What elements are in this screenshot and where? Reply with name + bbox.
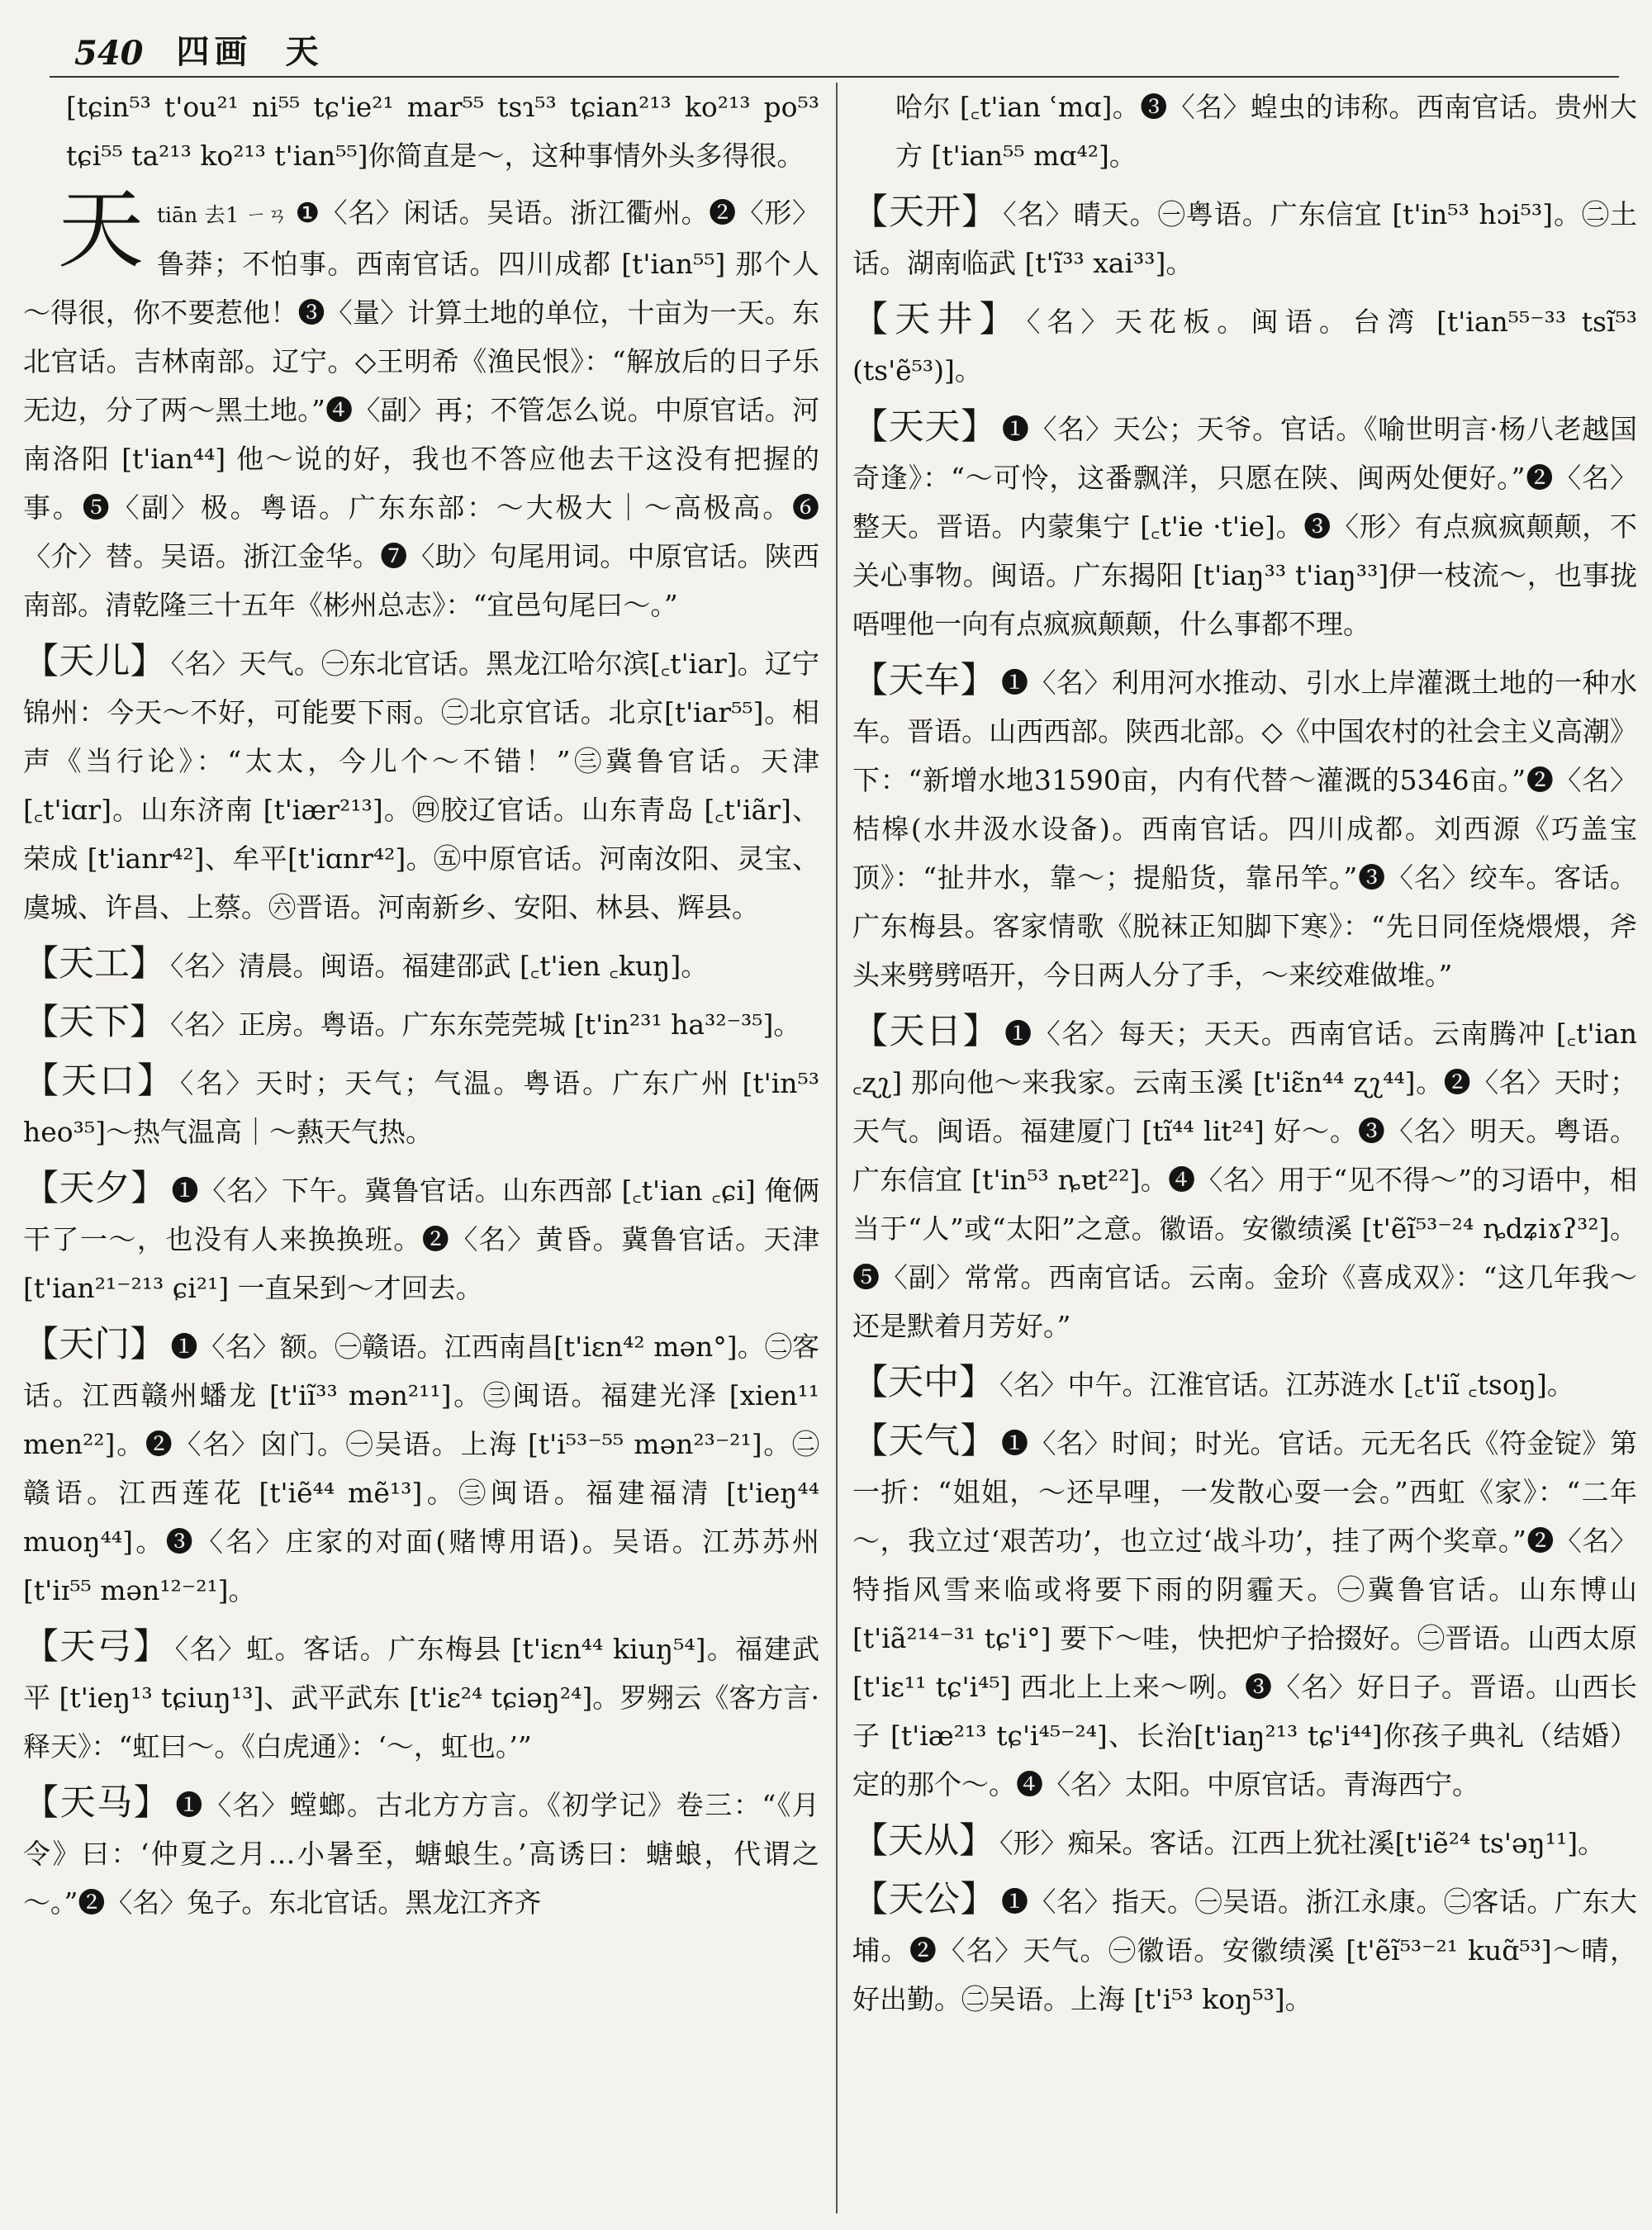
entry-text: 〈名〉中午。江淮官话。江苏涟水 [꜀t'iĩ ꜀tsoŋ]。 [999,1369,1574,1401]
entry-headword: 【天工】 [23,943,165,985]
dictionary-entry [852,1359,1637,1409]
entry-headword: 【天气】 [852,1421,996,1462]
dictionary-entry [23,940,819,990]
entry-text: 〈名〉虹。客话。广东梅县 [t'iɛn⁴⁴ kiuŋ⁵⁴]。福建武平 [t'ieŋ¹³ tɕiuŋ¹³]、武平武东 [t'iɛ²⁴ tɕiəŋ²⁴]。罗翙云《客方言·释天》：“虹曰～。《白虎通》：‘～，虹也。’” [23,1633,819,1763]
dictionary-entry [23,638,819,932]
entry-headword: 【天公】 [852,1879,996,1920]
dictionary-entry [852,296,1637,395]
entry-text: 〈名〉晴天。㊀粤语。广东信宜 [t'in⁵³ hɔi⁵³]。㊁土话。湖南临武 [t'ĩ³³ xai³³]。 [852,198,1637,279]
header-rule [50,76,1619,78]
entry-text: ❶〈名〉螳螂。古北方方言。《初学记》卷三：“《月令》曰：‘仲夏之月…小暑至，螗蜋生。’高诱曰：螗蜋，代谓之～。”❷〈名〉兔子。东北官话。黑龙江齐齐 [23,1789,819,1919]
dictionary-entry [23,999,819,1049]
entry-text: ❶〈名〉额。㊀赣语。江西南昌[t'iɛn⁴² mən°]。㊁客话。江西赣州蟠龙 [t'iĩ³³ mən²¹¹]。㊂闽语。福建光泽 [xien¹¹ men²²]。❷〈名〉囟门。㊀吴语。上海 [t'i⁵³⁻⁵⁵ mən²³⁻²¹]。㊁赣语。江西莲花 [t'iẽ⁴⁴ mẽ¹³]。㊂闽语。福建福清 [t'ieŋ⁴⁴ muoŋ⁴⁴]。❸〈名〉庄家的对面(赌博用语)。吴语。江苏苏州[t'iɪ⁵⁵ mən¹²⁻²¹]。 [23,1331,819,1606]
dictionary-entry [23,179,819,629]
entry-text: 〈名〉清晨。闽语。福建邵武 [꜀t'ien ꜀kuŋ]。 [170,950,709,982]
page-number: 540 [74,34,144,73]
entry-headword: 【天车】 [852,660,996,701]
entry-text: 〈名〉天花板。闽语。台湾 [t'ian⁵⁵⁻³³ tsĩ⁵³ (ts'ẽ⁵³)]。 [852,306,1637,387]
entry-headword: 【天夕】 [23,1168,167,1209]
entry-headword: 【天马】 [23,1782,171,1824]
entry-text: [tɕin⁵³ t'ou²¹ ni⁵⁵ tɕ'ie²¹ mar⁵⁵ tsɿ⁵³ tɕian²¹³ ko²¹³ po⁵³ tɕi⁵⁵ ta²¹³ ko²¹³ t'ian⁵⁵]你简直是～，这种事情外头多得很。 [66,91,819,172]
entry-text: ❶〈名〉时间；时光。官话。元无名氏《符金锭》第一折：“姐姐，～还早哩，一发散心耍一会。”西虹《家》：“二年～，我立过‘艰苦功’，也立过‘战斗功’，挂了两个奖章。”❷〈名〉特指风雪来临或将要下雨的阴霾天。㊀冀鲁官话。山东博山 [t'iã²¹⁴⁻³¹ tɕ'i°] 要下～哇，快把炉子拾掇好。㊁晋语。山西太原 [t'iɛ¹¹ tɕ'i⁴⁵] 西北上上来～咧。❸〈名〉好日子。晋语。山西长子 [t'iæ²¹³ tɕ'i⁴⁵⁻²⁴]、长治[t'iaŋ²¹³ tɕ'i⁴⁴]你孩子典礼（结婚）定的那个～。❹〈名〉太阳。中原官话。青海西宁。 [852,1427,1637,1801]
entry-headword: 【天口】 [23,1060,175,1102]
left-column [23,83,819,2222]
entry-headword: 【天儿】 [23,641,166,682]
dictionary-entry [23,1779,819,1927]
headword-pronunciation: tiān 去1 ㄧㄢ [157,203,296,227]
entry-headword: 【天下】 [23,1002,165,1043]
entry-headword: 【天天】 [852,406,997,448]
dictionary-entry [23,1623,819,1771]
entry-text: 〈形〉痴呆。客话。江西上犹社溪[t'iẽ²⁴ ts'əŋ¹¹]。 [999,1827,1606,1859]
entry-text: ❶〈名〉每天；天天。西南官话。云南腾冲 [꜀t'ian ꜀ʐʅ] 那向他～来我家。云南玉溪 [t'iɛ̃n⁴⁴ ʐʅ⁴⁴]。❷〈名〉天时；天气。闽语。福建厦门 [tĩ⁴⁴ lit²⁴] 好～。❸〈名〉明天。粤语。广东信宜 [t'in⁵³ ȵɐt²²]。❹〈名〉用于“见不得～”的习语中，相当于“人”或“太阳”之意。徽语。安徽绩溪 [t'ẽĩ⁵³⁻²⁴ ȵdʑiɤʔ³²]。❺〈副〉常常。西南官话。云南。金玠《喜成双》：“这几年我～还是默着月芳好。” [852,1018,1637,1342]
entry-text: ❶〈名〉闲话。吴语。浙江衢州。❷〈形〉鲁莽；不怕事。西南官话。四川成都 [t'ian⁵⁵] 那个人～得很，你不要惹他！❸〈量〉计算土地的单位，十亩为一天。东北官话。吉林南部。辽宁。◇王明希《渔民恨》：“解放后的日子乐无边，分了两～黑土地。”❹〈副〉再；不管怎么说。中原官话。河南洛阳 [t'ian⁴⁴] 他～说的好，我也不答应他去干这没有把握的事。❺〈副〉极。粤语。广东东部：～大极大｜～高极高。❻〈介〉替。吴语。浙江金华。❼〈助〉句尾用词。中原官话。陕西南部。清乾隆三十五年《彬州总志》：“宜邑句尾曰～。” [23,197,819,621]
entry-headword: 【天从】 [852,1820,995,1862]
dictionary-entry [852,188,1637,287]
header-character: 天 [285,32,319,71]
entry-headword: 【天开】 [852,192,999,233]
dictionary-entry [852,1008,1637,1350]
dictionary-entry [852,83,1637,180]
entry-text: ❶〈名〉利用河水推动、引水上岸灌溉土地的一种水车。晋语。山西西部。陕西北部。◇《中国农村的社会主义高潮》下：“新增水地31590亩，内有代替～灌溉的5346亩。”❷〈名〉桔槔(水井汲水设备)。西南官话。四川成都。刘西源《巧盖宝顶》：“扯井水，靠～；提船货，靠吊竿。”❸〈名〉绞车。客话。广东梅县。客家情歌《脱袜正知脚下寒》：“先日同侄烧煨煨，斧头来劈劈唔开，今日两人分了手，～来绞难做堆。” [852,667,1637,991]
entry-text: ❶〈名〉指天。㊀吴语。浙江永康。㊁客话。广东大埔。❷〈名〉天气。㊀徽语。安徽绩溪 [t'ẽĩ⁵³⁻²¹ kuɑ̃⁵³]～晴，好出勤。㊁吴语。上海 [t'i⁵³ koŋ⁵³]。 [852,1886,1637,2015]
dictionary-entry [852,1876,1637,2024]
entry-text: 〈名〉正房。粤语。广东东莞莞城 [t'in²³¹ ha³²⁻³⁵]。 [170,1008,801,1041]
entry-text: 哈尔 [꜀t'ian ʿmɑ]。❸〈名〉蝗虫的讳称。西南官话。贵州大方 [t'ian⁵⁵ mɑ⁴²]。 [895,91,1637,172]
entry-headword: 【天门】 [23,1324,166,1365]
entry-text: ❶〈名〉下午。冀鲁官话。山东西部 [꜀t'ian ꜀ɕi] 俺俩干了一～，也没有人来换换班。❷〈名〉黄昏。冀鲁官话。天津 [t'ian²¹⁻²¹³ ɕi²¹] 一直呆到～才回去。 [23,1174,819,1304]
dictionary-entry [23,1165,819,1312]
page-header [74,15,319,73]
entry-headword: 【天中】 [852,1362,995,1403]
section-label: 四画 [176,32,253,71]
dictionary-entry [852,1417,1637,1809]
column-divider [836,83,838,2213]
entry-text: 〈名〉天气。㊀东北官话。黑龙江哈尔滨[꜀t'iar]。辽宁锦州：今天～不好，可能要下雨。㊁北京官话。北京[t'iar⁵⁵]。相声《当行论》：“太太，今儿个～不错！”㊂冀鲁官话。天津 [꜀t'iɑr]。山东济南 [t'iær²¹³]。㊃胶辽官话。山东青岛 [꜀t'iãr]、荣成 [t'ianr⁴²]、牟平[t'iɑnr⁴²]。㊄中原官话。河南汝阳、灵宝、虞城、许昌、上蔡。㊅晋语。河南新乡、安阳、林县、辉县。 [23,648,819,923]
entry-headword: 【天日】 [852,1011,1000,1052]
entry-headword: 【天井】 [852,299,1022,340]
dictionary-entry [23,1321,819,1615]
dictionary-entry [852,657,1637,999]
dictionary-entry [23,83,819,180]
entry-headword: 【天弓】 [23,1626,170,1668]
dictionary-entry [23,1057,819,1156]
dictionary-entry [852,403,1637,648]
entry-text: ❶〈名〉天公；天爷。官话。《喻世明言·杨八老越国奇逢》：“～可怜，这番飘洋，只愿在陕、闽两处便好。”❷〈名〉整天。晋语。内蒙集宁 [꜀t'ie ·t'ie]。❸〈形〉有点疯疯颠颠，不关心事物。闽语。广东揭阳 [t'iaŋ³³ t'iaŋ³³]伊一枝流～，也事拢唔哩他一向有点疯疯颠颠，什么事都不理。 [852,413,1637,640]
right-column [852,83,1637,2222]
headword-character: 天 [58,179,145,280]
dictionary-entry [852,1817,1637,1867]
entry-text: 〈名〉天时；天气；气温。粤语。广东广州 [t'in⁵³ heo³⁵]～热气温高｜～爇天气热。 [23,1067,819,1148]
